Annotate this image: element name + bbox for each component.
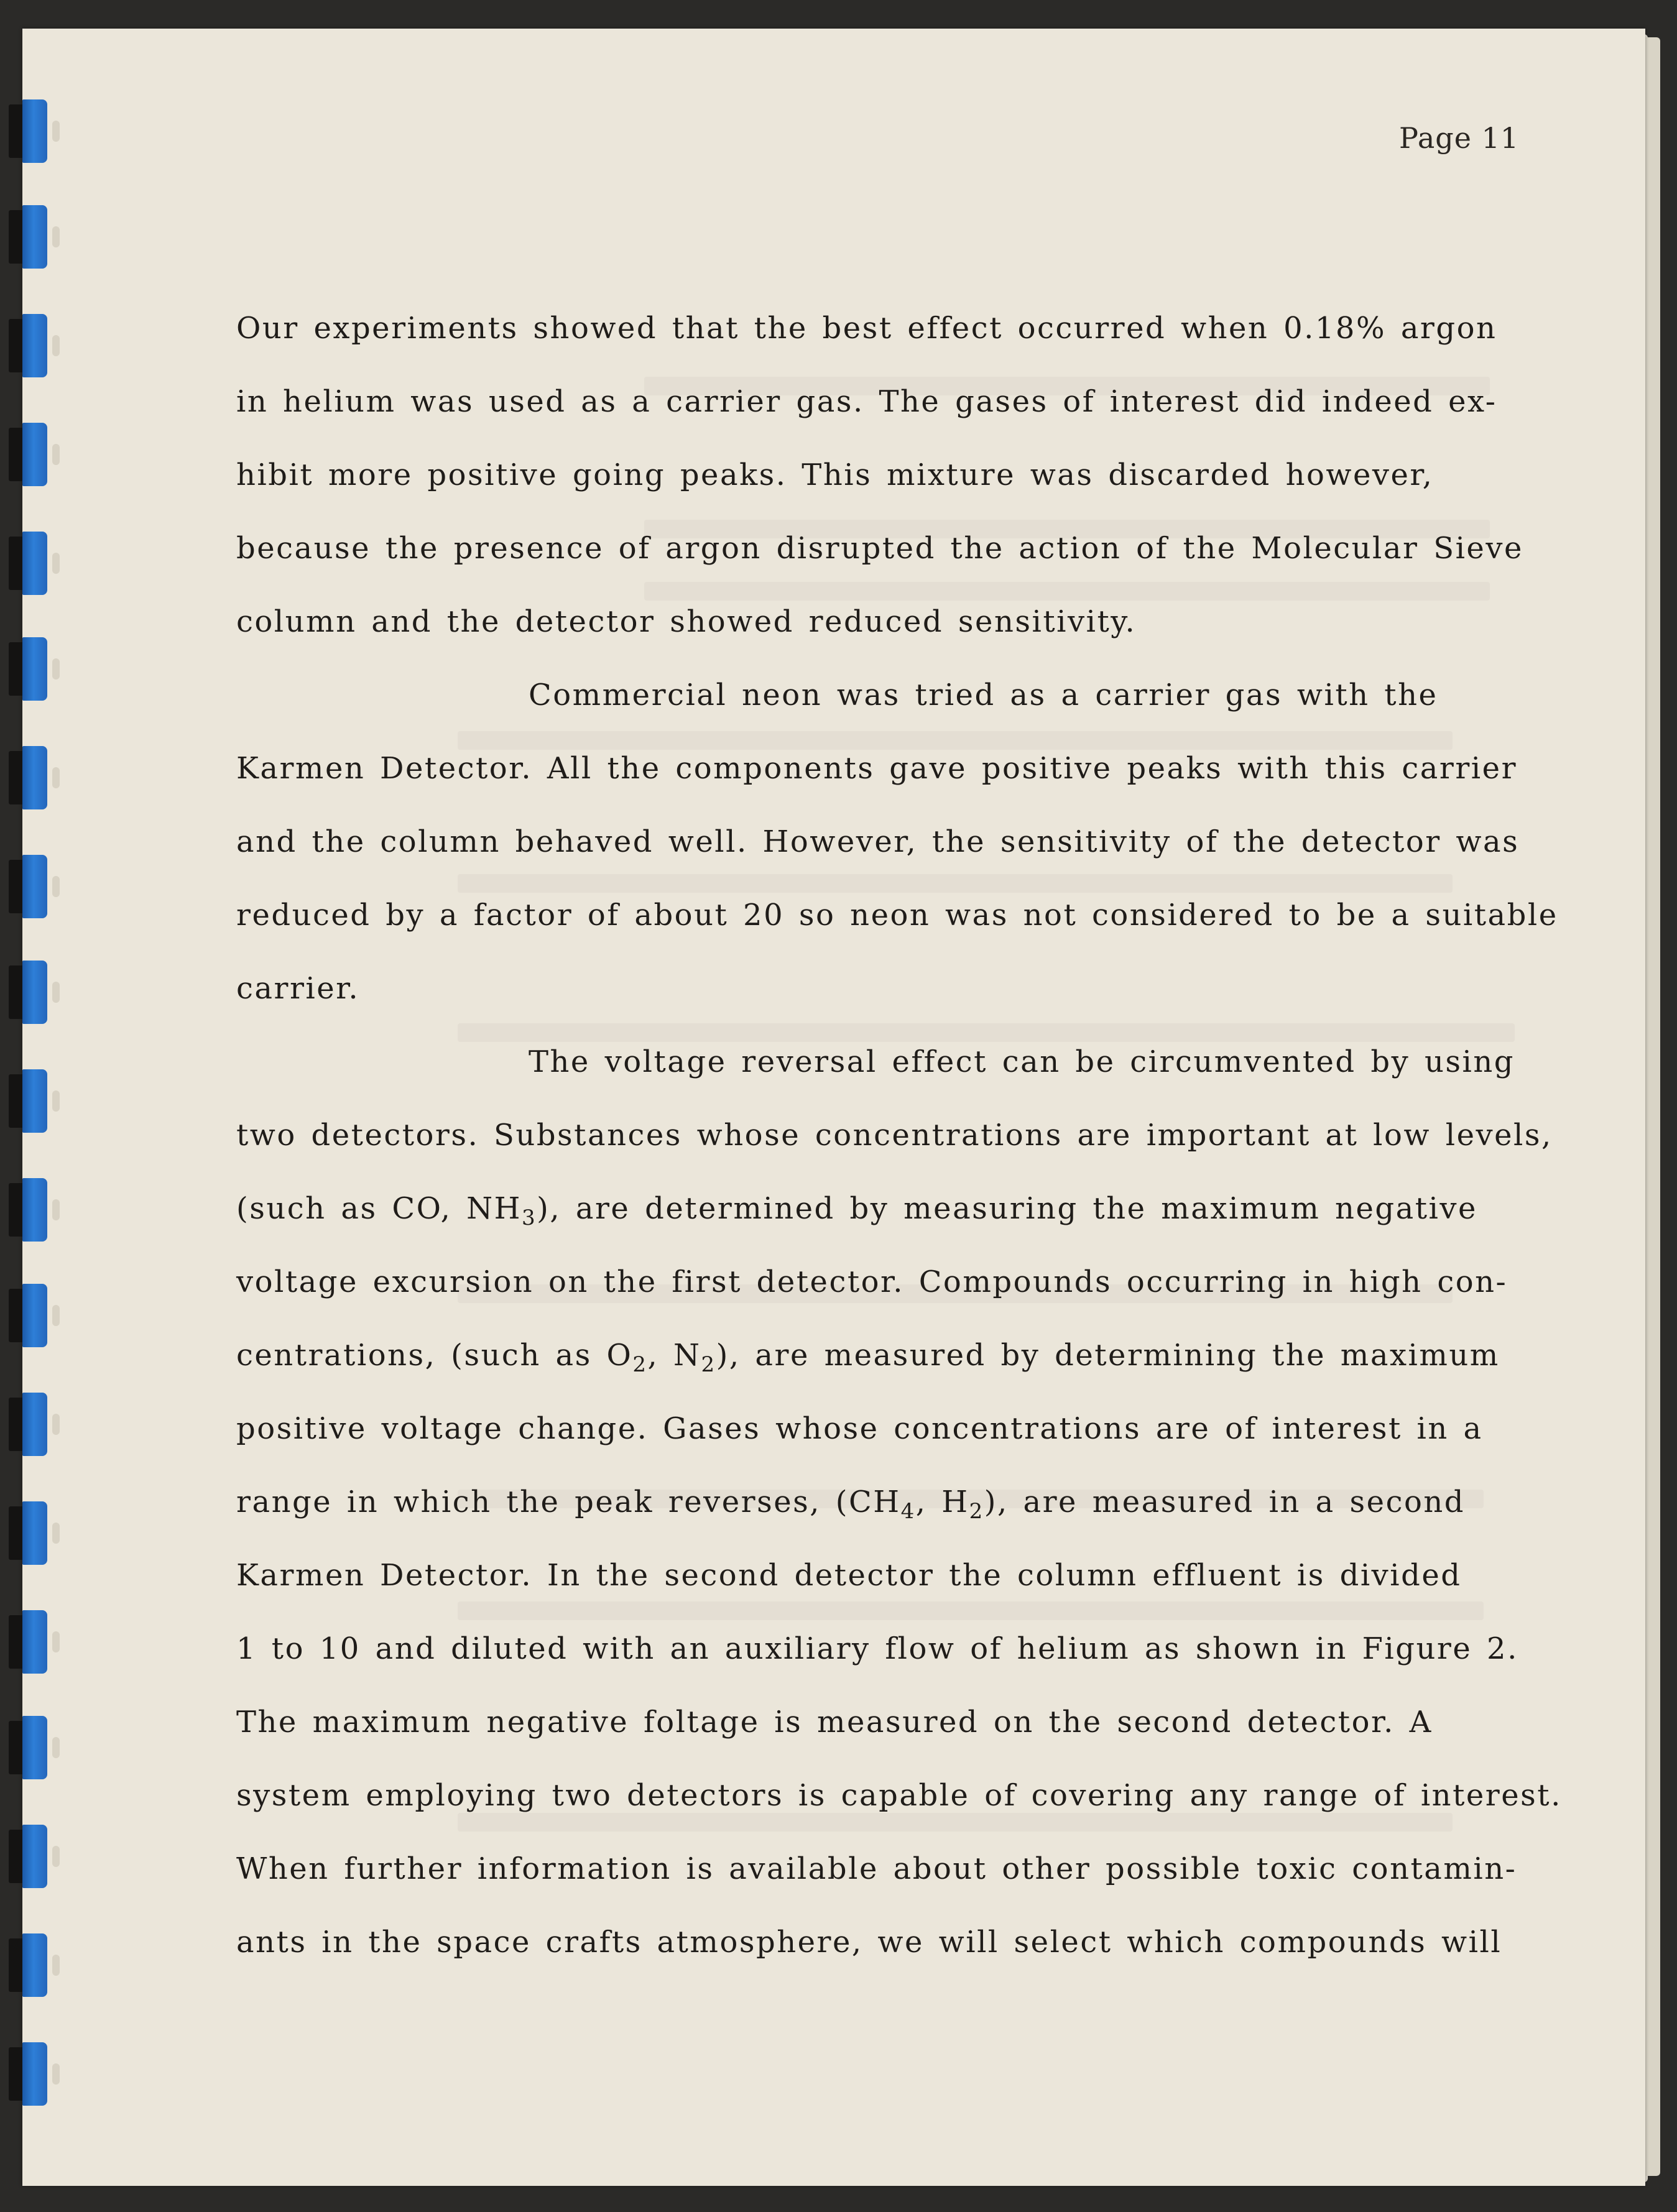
text-line: The maximum negative foltage is measured on the second detector. A — [236, 1705, 1433, 1740]
text-line-with-subscript: range in which the peak reverses, ($CH_4$, $H_2$), are measured in a second — [236, 1485, 1465, 1524]
text-line: Our experiments showed that the best effect occurred when 0.18% argon — [236, 311, 1497, 346]
text-line-with-subscript: centrations, (such as $O_2$, $N_2$), are measured by determining the maximum — [236, 1338, 1500, 1377]
text-line: hibit more positive going peaks. This mixture was discarded however, — [236, 458, 1434, 492]
text-line: positive voltage change. Gases whose concentrations are of interest in a — [236, 1411, 1483, 1446]
text-line: because the presence of argon disrupted the action of the Molecular Sieve — [236, 531, 1523, 566]
text-line: column and the detector showed reduced sensitivity. — [236, 604, 1137, 639]
text-line: Karmen Detector. In the second detector the column effluent is divided — [236, 1558, 1462, 1593]
binding-coil — [9, 1716, 47, 1779]
text-line: system employing two detectors is capable of covering any range of interest. — [236, 1778, 1562, 1813]
text-line: two detectors. Substances whose concentrations are important at low levels, — [236, 1118, 1553, 1153]
binding-coil — [9, 423, 47, 486]
binding-coil — [9, 637, 47, 701]
paragraph-start-line: Commercial neon was tried as a carrier gas with the — [529, 678, 1438, 712]
binding-coil — [9, 855, 47, 918]
spiral-binding — [0, 0, 56, 2212]
binding-coil — [9, 205, 47, 269]
text-line: in helium was used as a carrier gas. The gases of interest did indeed ex- — [236, 384, 1497, 419]
binding-coil — [9, 1284, 47, 1347]
binding-coil — [9, 1178, 47, 1242]
text-line: and the column behaved well. However, the sensitivity of the detector was — [236, 824, 1520, 859]
binding-coil — [9, 1069, 47, 1133]
binding-coil — [9, 1825, 47, 1888]
text-line: ants in the space crafts atmosphere, we will select which compounds will — [236, 1925, 1502, 1960]
paragraph-start-line: The voltage reversal effect can be circumvented by using — [529, 1044, 1515, 1079]
binding-coil — [9, 99, 47, 163]
text-line: voltage excursion on the first detector. Compounds occurring in high con- — [236, 1265, 1508, 1299]
binding-coil — [9, 1610, 47, 1674]
binding-coil — [9, 1393, 47, 1456]
binding-coil — [9, 532, 47, 595]
binding-coil — [9, 1501, 47, 1565]
text-line: 1 to 10 and diluted with an auxiliary flow of helium as shown in Figure 2. — [236, 1631, 1518, 1666]
text-line: reduced by a factor of about 20 so neon was not considered to be a suitable — [236, 898, 1558, 933]
binding-coil — [9, 961, 47, 1024]
text-line: carrier. — [236, 971, 360, 1006]
text-line-with-subscript: (such as CO, $NH_3$), are determined by measuring the maximum negative — [236, 1191, 1477, 1230]
text-line: When further information is available about other possible toxic contamin- — [236, 1851, 1517, 1886]
binding-coil — [9, 314, 47, 377]
text-line: Karmen Detector. All the components gave positive peaks with this carrier — [236, 751, 1518, 786]
binding-coil — [9, 746, 47, 809]
binding-coil — [9, 2042, 47, 2106]
binding-coil — [9, 1933, 47, 1997]
page-number: Page 11 — [1399, 121, 1520, 155]
